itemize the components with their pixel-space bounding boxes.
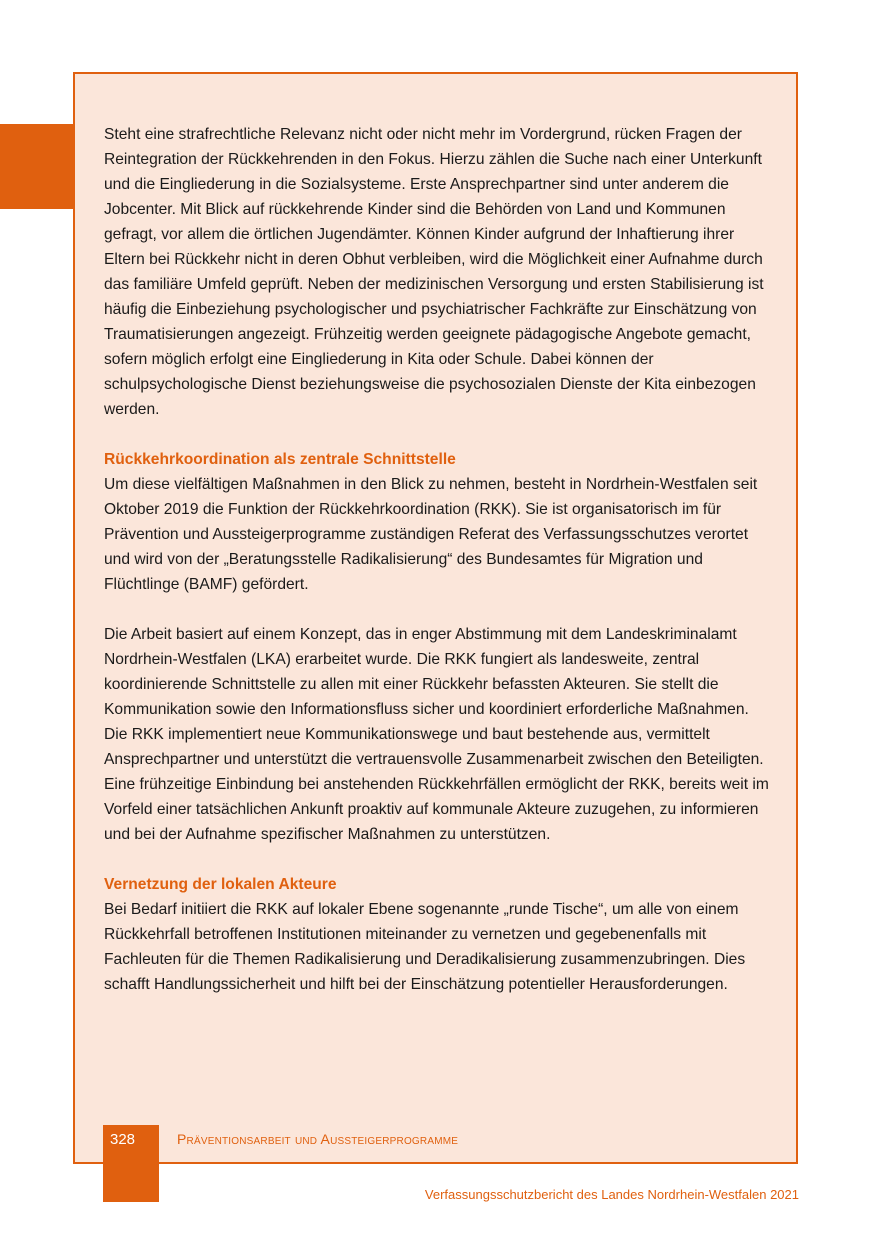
box-content — [104, 122, 774, 997]
page-number: 328 — [110, 1131, 136, 1148]
paragraph-reintegration: Steht eine strafrechtliche Relevanz nicht oder nicht mehr im Vordergrund, rücken Fragen der Reintegration der Rückkehrenden in den Fokus. Hierzu zählen die Suche nach einer Unterkunft und die Eingliederung in die Sozialsysteme. Erste Ansprechpartner sind unter anderem die Jobcenter. Mit Blick auf rückkehrende Kinder sind die Behörden von Land und Kommunen gefragt, vor allem die örtlichen Jugendämter. Können Kinder aufgrund der Inhaftierung ihrer Eltern bei Rückkehr nicht in deren Obhut verbleiben, wird die Möglichkeit einer Aufnahme durch das familiäre Umfeld geprüft. Neben der medizinischen Versorgung und ersten Stabilisierung ist häufig die Einbeziehung psychologischer und psychiatrischer Fachkräfte zur Einschätzung von Traumatisierungen angezeigt. Frühzeitig werden geeignete pädagogische Angebote gemacht, sofern möglich erfolgt eine Eingliederung in Kita oder Schule. Dabei können der schulpsychologische Dienst beziehungsweise die psychosozialen Dienste der Kita einbezogen werden. — [104, 126, 764, 418]
heading-vernetzung: Vernetzung der lokalen Akteure — [104, 876, 337, 893]
paragraph-runde-tische: Bei Bedarf initiiert die RKK auf lokaler Ebene sogenannte „runde Tische“, um alle von einem Rückkehrfall betroffenen Institutionen miteinander zu vernetzen und gegebenenfalls mit Fachleuten für die Themen Radikalisierung und Deradikalisierung zusammenzubringen. Dies schafft Handlungssicherheit und hilft bei der Einschätzung potentieller Herausforderungen. — [104, 901, 746, 993]
heading-rueckkehrkoordination: Rückkehrkoordination als zentrale Schnittstelle — [104, 451, 456, 468]
footer-report-title: Verfassungsschutzbericht des Landes Nordrhein-Westfalen 2021 — [424, 1187, 799, 1202]
paragraph-rkk-concept: Die Arbeit basiert auf einem Konzept, das in enger Abstimmung mit dem Landeskriminalamt Nordrhein-Westfalen (LKA) erarbeitet wurde. Die RKK fungiert als landesweite, zentral koordinierende Schnittstelle zu allen mit einer Rückkehr befassten Akteuren. Sie stellt die Kommunikation sowie den Informationsfluss sicher und koordiniert erforderliche Maßnahmen. Die RKK implementiert neue Kommunikationswege und baut bestehende aus, vermittelt Ansprechpartner und unterstützt die vertrauensvolle Zusammenarbeit zwischen den Beteiligten. Eine frühzeitige Einbindung bei anstehenden Rückkehrfällen ermöglicht der RKK, bereits weit im Vorfeld einer tatsächlichen Ankunft proaktiv auf kommunale Akteure zuzugehen, zu informieren und bei der Aufnahme spezifischer Maßnahmen zu unterstützen. — [104, 626, 769, 843]
side-accent-tab — [0, 124, 74, 209]
paragraph-rkk-function: Um diese vielfältigen Maßnahmen in den Blick zu nehmen, besteht in Nordrhein-Westfalen seit Oktober 2019 die Funktion der Rückkehrkoordination (RKK). Sie ist organisatorisch im für Prävention und Aussteigerprogramme zuständigen Referat des Verfassungsschutzes verortet und wird von der „Beratungsstelle Radikalisierung“ des Bundesamtes für Migration und Flüchtlinge (BAMF) gefördert. — [104, 476, 758, 593]
running-section-title: Präventionsarbeit und Aussteigerprogramme — [177, 1131, 459, 1147]
